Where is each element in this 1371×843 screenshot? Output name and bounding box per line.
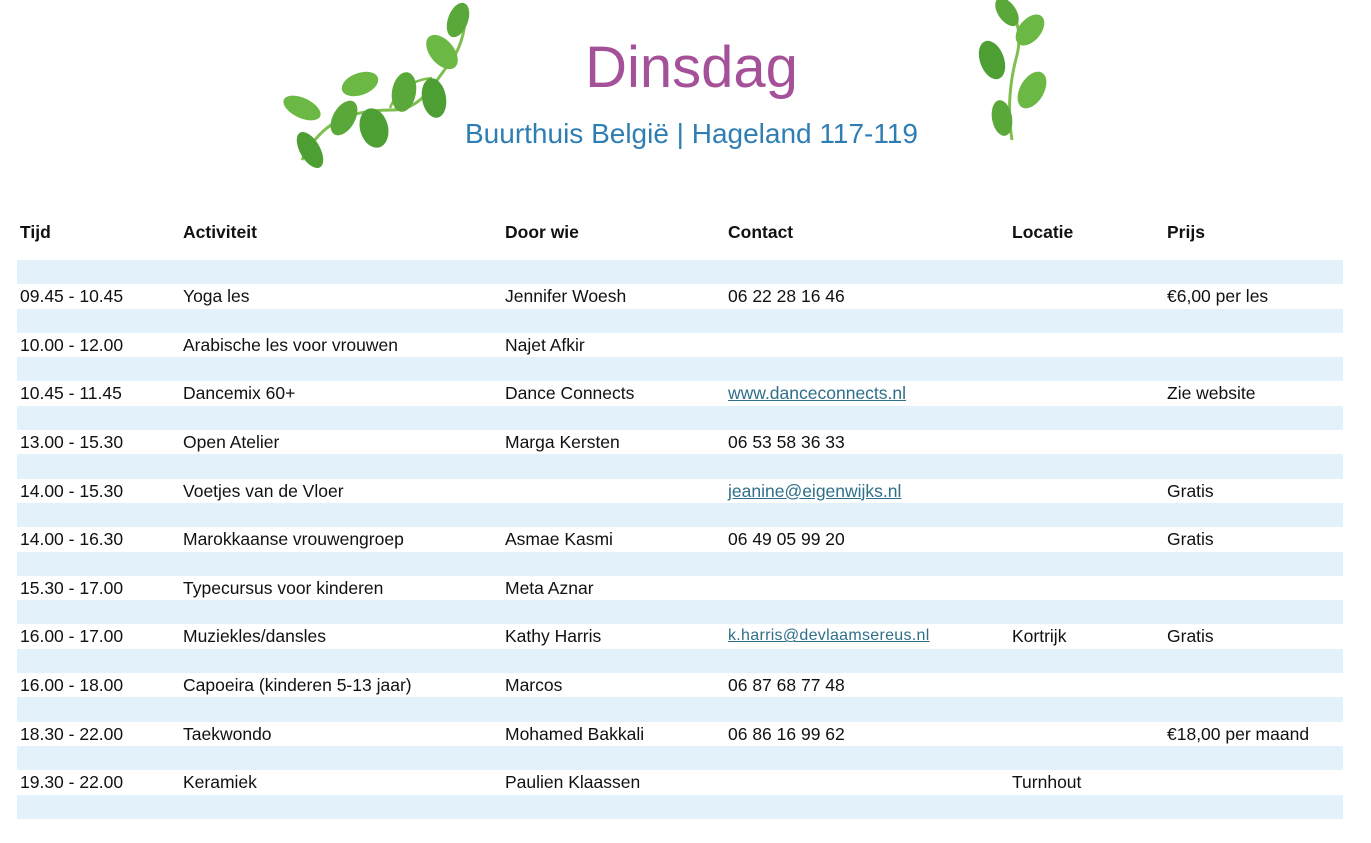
cell-contact: 06 86 16 99 62 [728, 723, 845, 744]
cell-activiteit: Open Atelier [183, 432, 280, 453]
table-row [17, 381, 1343, 405]
table-header-row [17, 208, 1343, 260]
cell-door-wie: Paulien Klaassen [505, 772, 641, 793]
table-row [17, 673, 1343, 697]
cell-tijd: 10.00 - 12.00 [20, 334, 124, 355]
row-separator-band [17, 260, 1343, 284]
table-row [17, 284, 1343, 308]
cell-tijd: 15.30 - 17.00 [20, 577, 124, 598]
row-separator-band [17, 503, 1343, 527]
contact-email-link[interactable]: jeanine@eigenwijks.nl [728, 480, 902, 501]
cell-door-wie: Jennifer Woesh [505, 286, 627, 307]
page-title: Dinsdag [585, 35, 798, 100]
cell-activiteit: Dancemix 60+ [183, 383, 296, 404]
table-row [17, 430, 1343, 454]
cell-door-wie: Meta Aznar [505, 577, 594, 598]
cell-tijd: 18.30 - 22.00 [20, 723, 124, 744]
cell-activiteit: Marokkaanse vrouwengroep [183, 529, 404, 550]
cell-tijd: 09.45 - 10.45 [20, 286, 124, 307]
row-separator-band [17, 795, 1343, 819]
cell-activiteit: Muziekles/dansles [183, 626, 326, 647]
row-separator-band [17, 649, 1343, 673]
table-row [17, 770, 1343, 794]
cell-contact: 06 53 58 36 33 [728, 432, 845, 453]
page-subtitle: Buurthuis België | Hageland 117-119 [465, 118, 918, 149]
cell-prijs: €6,00 per les [1167, 286, 1269, 307]
row-separator-band [17, 600, 1343, 624]
cell-prijs: Gratis [1167, 529, 1214, 550]
cell-door-wie: Marga Kersten [505, 432, 620, 453]
table-row [17, 576, 1343, 600]
cell-tijd: 16.00 - 18.00 [20, 675, 124, 696]
cell-activiteit: Capoeira (kinderen 5-13 jaar) [183, 675, 412, 696]
cell-activiteit: Arabische les voor vrouwen [183, 334, 398, 355]
cell-door-wie: Mohamed Bakkali [505, 723, 645, 744]
cell-contact: 06 49 05 99 20 [728, 529, 845, 550]
cell-tijd: 13.00 - 15.30 [20, 432, 124, 453]
row-separator-band [17, 697, 1343, 721]
page-header [0, 0, 1371, 190]
cell-locatie: Turnhout [1012, 772, 1082, 793]
cell-prijs: Gratis [1167, 480, 1214, 501]
cell-door-wie: Asmae Kasmi [505, 529, 613, 550]
cell-locatie: Kortrijk [1012, 626, 1067, 647]
cell-contact: 06 87 68 77 48 [728, 675, 845, 696]
cell-door-wie: Kathy Harris [505, 626, 602, 647]
schedule-table [17, 208, 1343, 819]
cell-door-wie: Najet Afkir [505, 334, 585, 355]
table-row [17, 479, 1343, 503]
contact-email-link[interactable]: k.harris@devlaamsereus.nl [728, 627, 930, 645]
cell-activiteit: Yoga les [183, 286, 250, 307]
cell-door-wie: Marcos [505, 675, 563, 696]
column-header-door-wie: Door wie [505, 222, 579, 242]
cell-activiteit: Keramiek [183, 772, 257, 793]
cell-tijd: 19.30 - 22.00 [20, 772, 124, 793]
row-separator-band [17, 357, 1343, 381]
cell-tijd: 14.00 - 15.30 [20, 480, 124, 501]
cell-tijd: 10.45 - 11.45 [20, 383, 122, 404]
table-row [17, 333, 1343, 357]
cell-tijd: 16.00 - 17.00 [20, 626, 124, 647]
table-row [17, 722, 1343, 746]
row-separator-band [17, 746, 1343, 770]
column-header-prijs: Prijs [1167, 222, 1205, 242]
row-separator-band [17, 406, 1343, 430]
cell-prijs: €18,00 per maand [1167, 723, 1310, 744]
table-row [17, 624, 1343, 648]
cell-activiteit: Voetjes van de Vloer [183, 480, 344, 501]
cell-contact: 06 22 28 16 46 [728, 286, 845, 307]
vine-leaves-right-icon [962, 0, 1062, 145]
cell-tijd: 14.00 - 16.30 [20, 529, 124, 550]
column-header-tijd: Tijd [20, 222, 51, 242]
cell-activiteit: Typecursus voor kinderen [183, 577, 384, 598]
table-row [17, 527, 1343, 551]
cell-prijs: Zie website [1167, 383, 1256, 404]
cell-activiteit: Taekwondo [183, 723, 272, 744]
row-separator-band [17, 552, 1343, 576]
row-separator-band [17, 454, 1343, 478]
column-header-contact: Contact [728, 222, 794, 242]
cell-prijs: Gratis [1167, 626, 1214, 647]
column-header-activiteit: Activiteit [183, 222, 257, 242]
row-separator-band [17, 309, 1343, 333]
cell-door-wie: Dance Connects [505, 383, 635, 404]
column-header-locatie: Locatie [1012, 222, 1074, 242]
contact-website-link[interactable]: www.danceconnects.nl [728, 383, 907, 404]
